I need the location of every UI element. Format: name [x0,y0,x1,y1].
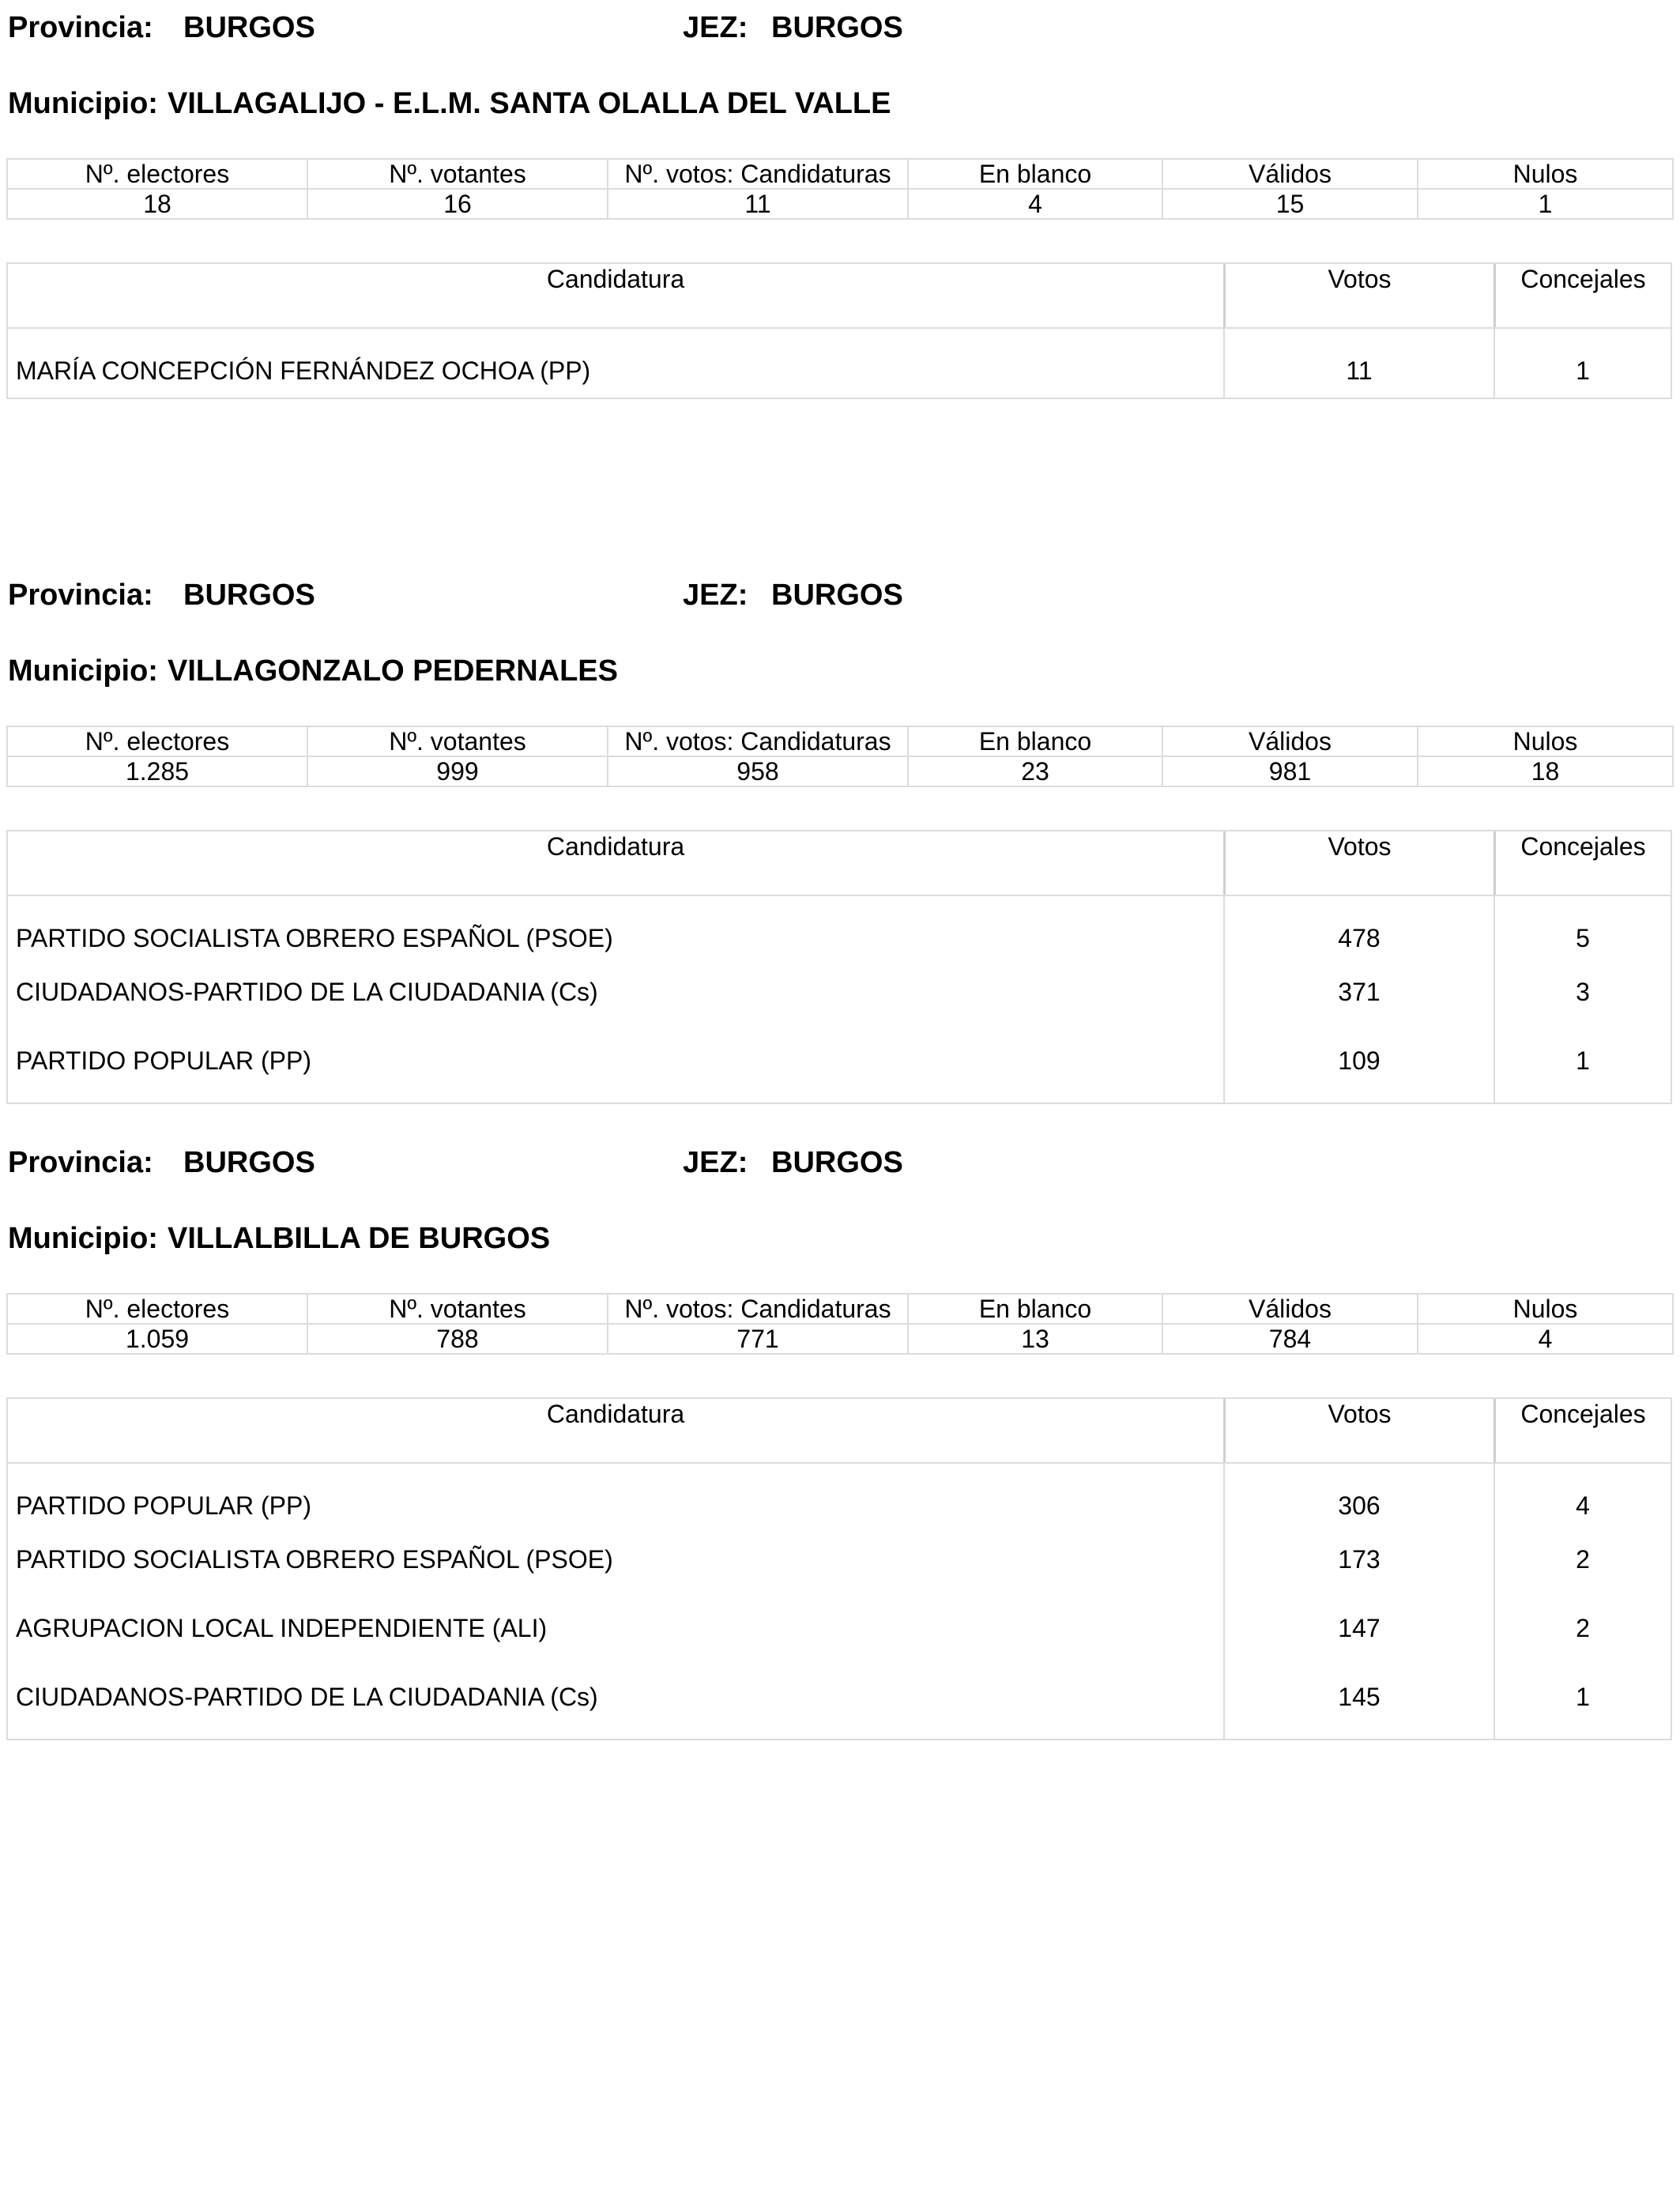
candidatura-name: PARTIDO POPULAR (PP) [16,1491,311,1520]
table-row [8,1464,1671,1532]
col-votantes-header: Nº. votantes [307,1294,608,1324]
jez-label: JEZ: [683,579,748,612]
municipio-value: VILLALBILLA DE BURGOS [167,1222,551,1255]
validos-value: 15 [1162,189,1418,219]
provincia-value: BURGOS [183,11,315,44]
summary-values-row [7,189,1673,219]
electores-value: 1.285 [7,756,307,786]
table-row [8,965,1671,1034]
provincia-label: Provincia: [8,11,153,44]
candidatura-concejales: 2 [1494,1601,1671,1670]
municipio-title [8,84,1667,123]
candidatura-votos: 147 [1223,1601,1494,1670]
col-votantes-header: Nº. votantes [307,726,608,756]
candidaturas-header-row [8,831,1671,896]
summary-table [6,158,1674,220]
candidaturas-header-row [8,1399,1671,1464]
provincia-jez-header [8,1143,1667,1182]
candidatura-concejales: 1 [1494,1034,1671,1103]
votos-cand-value: 958 [608,756,908,786]
votantes-value: 999 [307,756,608,786]
votos-cand-value: 771 [608,1324,908,1354]
candidatura-name: CIUDADANOS-PARTIDO DE LA CIUDADANIA (Cs) [16,978,598,1006]
jez-value: BURGOS [771,1146,903,1179]
summary-table [6,1293,1674,1355]
col-votos-cand-header: Nº. votos: Candidaturas [608,1294,908,1324]
candidaturas-table [6,830,1672,1104]
col-votos-header: Votos [1223,831,1494,895]
candidatura-concejales: 1 [1494,1670,1671,1739]
provincia-jez-header [8,575,1667,615]
table-row [8,896,1671,965]
provincia-label: Provincia: [8,579,153,612]
candidatura-name: AGRUPACION LOCAL INDEPENDIENTE (ALI) [16,1614,548,1642]
municipio-title [8,1219,1667,1258]
candidatura-name: CIUDADANOS-PARTIDO DE LA CIUDADANIA (Cs) [16,1683,598,1711]
col-concejales-header: Concejales [1494,831,1671,895]
provincia-value: BURGOS [183,1146,315,1179]
candidaturas-table [6,262,1672,399]
blanco-value: 23 [908,756,1162,786]
jez-label: JEZ: [683,1146,748,1179]
summary-header-row [7,159,1673,189]
col-candidatura-header: Candidatura [546,832,685,861]
candidatura-votos: 306 [1223,1464,1494,1532]
table-row [8,1034,1671,1103]
candidatura-concejales: 3 [1494,965,1671,1034]
candidatura-votos: 173 [1223,1532,1494,1601]
municipio-label: Municipio: [8,1222,158,1255]
provincia-jez-header [8,8,1667,47]
table-row [8,329,1671,398]
candidatura-votos: 145 [1223,1670,1494,1739]
summary-table [6,726,1674,787]
electores-value: 18 [7,189,307,219]
nulos-value: 1 [1418,189,1673,219]
table-row [8,1532,1671,1601]
col-votantes-header: Nº. votantes [307,159,608,189]
candidatura-name: PARTIDO POPULAR (PP) [16,1046,311,1075]
blanco-value: 4 [908,189,1162,219]
provincia-value: BURGOS [183,579,315,612]
col-votos-header: Votos [1223,1399,1494,1462]
municipio-label: Municipio: [8,654,158,688]
col-votos-cand-header: Nº. votos: Candidaturas [608,726,908,756]
municipio-value: VILLAGONZALO PEDERNALES [167,654,618,688]
candidatura-votos: 109 [1223,1034,1494,1103]
municipio-title [8,651,1667,691]
summary-values-row [7,1324,1673,1354]
col-blanco-header: En blanco [908,726,1162,756]
votantes-value: 16 [307,189,608,219]
col-electores-header: Nº. electores [7,1294,307,1324]
col-blanco-header: En blanco [908,159,1162,189]
candidaturas-header-row [8,264,1671,329]
validos-value: 981 [1162,756,1418,786]
candidatura-votos: 371 [1223,965,1494,1034]
summary-header-row [7,726,1673,756]
candidaturas-table [6,1397,1672,1740]
jez-value: BURGOS [771,11,903,44]
table-row [8,1601,1671,1670]
col-votos-cand-header: Nº. votos: Candidaturas [608,159,908,189]
votantes-value: 788 [307,1324,608,1354]
candidatura-concejales: 5 [1494,896,1671,965]
candidatura-concejales: 1 [1494,329,1671,398]
candidatura-name: PARTIDO SOCIALISTA OBRERO ESPAÑOL (PSOE) [16,924,613,952]
jez-value: BURGOS [771,579,903,612]
col-electores-header: Nº. electores [7,159,307,189]
col-votos-header: Votos [1223,264,1494,327]
candidatura-votos: 478 [1223,896,1494,965]
table-row [8,1670,1671,1739]
col-nulos-header: Nulos [1418,726,1673,756]
nulos-value: 4 [1418,1324,1673,1354]
municipio-label: Municipio: [8,87,158,120]
validos-value: 784 [1162,1324,1418,1354]
nulos-value: 18 [1418,756,1673,786]
votos-cand-value: 11 [608,189,908,219]
blanco-value: 13 [908,1324,1162,1354]
col-electores-header: Nº. electores [7,726,307,756]
municipio-value: VILLAGALIJO - E.L.M. SANTA OLALLA DEL VALLE [167,87,891,120]
col-validos-header: Válidos [1162,726,1418,756]
candidatura-concejales: 4 [1494,1464,1671,1532]
col-blanco-header: En blanco [908,1294,1162,1324]
electores-value: 1.059 [7,1324,307,1354]
col-validos-header: Válidos [1162,1294,1418,1324]
col-candidatura-header: Candidatura [546,265,685,293]
jez-label: JEZ: [683,11,748,44]
candidatura-name: PARTIDO SOCIALISTA OBRERO ESPAÑOL (PSOE) [16,1545,613,1574]
provincia-label: Provincia: [8,1146,153,1179]
col-nulos-header: Nulos [1418,159,1673,189]
col-concejales-header: Concejales [1494,264,1671,327]
col-candidatura-header: Candidatura [546,1400,685,1428]
summary-header-row [7,1294,1673,1324]
summary-values-row [7,756,1673,786]
col-validos-header: Válidos [1162,159,1418,189]
candidatura-name: MARÍA CONCEPCIÓN FERNÁNDEZ OCHOA (PP) [16,356,591,385]
col-concejales-header: Concejales [1494,1399,1671,1462]
candidatura-votos: 11 [1223,329,1494,398]
col-nulos-header: Nulos [1418,1294,1673,1324]
candidatura-concejales: 2 [1494,1532,1671,1601]
